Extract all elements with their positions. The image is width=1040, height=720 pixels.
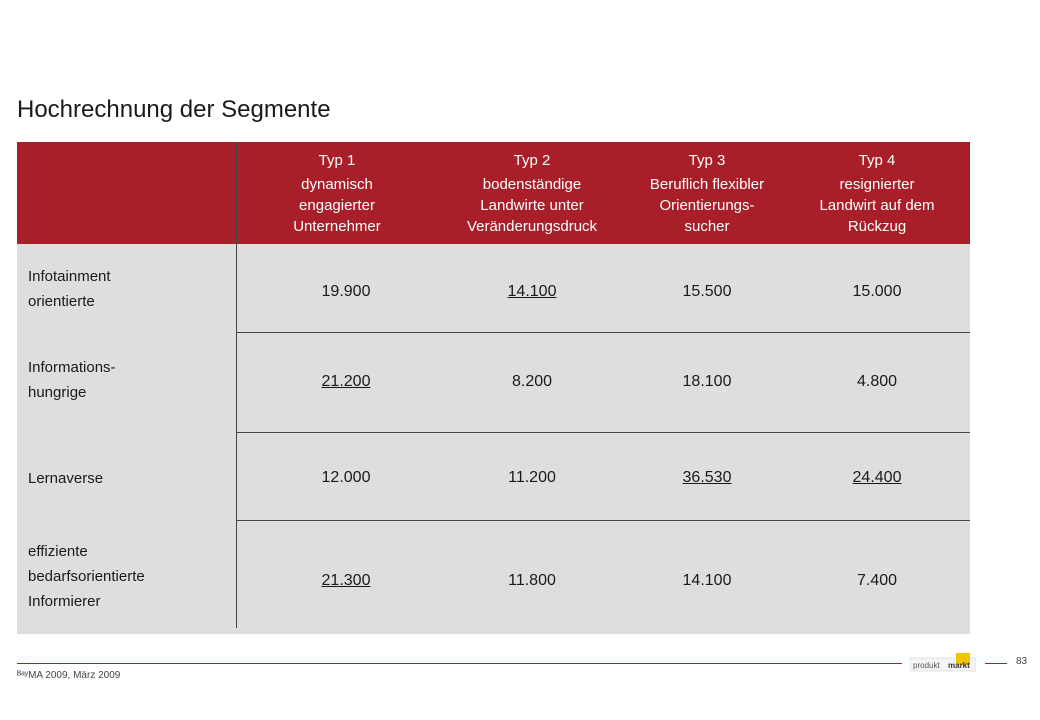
row-label-line: orientierte	[28, 293, 95, 310]
column-typ-label: Typ 3	[688, 151, 726, 169]
footer-divider-right	[985, 663, 1007, 664]
table-cell: 8.200	[511, 373, 553, 390]
row-label-line: bedarfsorientierte	[28, 568, 145, 585]
column-desc-line: Beruflich flexibler	[649, 175, 765, 193]
column-divider	[236, 142, 237, 628]
column-desc-line: dynamisch	[301, 175, 373, 193]
column-desc-line: bodenständige	[482, 175, 582, 193]
column-desc-line: sucher	[684, 217, 730, 235]
table-cell: 12.000	[321, 469, 371, 486]
table-cell: 7.400	[856, 572, 898, 589]
segment-table	[17, 142, 970, 634]
column-typ-label: Typ 4	[858, 151, 896, 169]
column-desc-line: Landwirt auf dem	[819, 196, 935, 214]
column-desc-line: engagierter	[299, 196, 375, 214]
page-number: 83	[1016, 656, 1028, 667]
row-separator	[237, 432, 970, 433]
column-typ-label: Typ 2	[513, 151, 551, 169]
column-header-typ4	[797, 142, 957, 244]
row-label-infotainment	[28, 264, 111, 314]
logo-text-produkt: produkt	[913, 661, 940, 670]
table-cell: 21.200	[321, 373, 371, 390]
row-label-line: hungrige	[28, 384, 87, 401]
table-cell: 11.800	[508, 572, 556, 589]
page-title: Hochrechnung der Segmente	[17, 96, 331, 123]
column-desc-line: Landwirte unter	[480, 196, 584, 214]
column-header-typ3	[627, 142, 787, 244]
column-desc-line: resignierter	[839, 175, 915, 193]
row-label-line: Infotainment	[28, 268, 111, 285]
column-typ-label: Typ 1	[318, 151, 356, 169]
column-header-typ2	[437, 142, 627, 244]
column-header-typ1	[262, 142, 412, 244]
table-cell: 11.200	[508, 469, 556, 486]
table-cell: 18.100	[682, 373, 732, 390]
logo-text-markt: markt	[948, 661, 970, 670]
produktmarkt-logo	[910, 653, 976, 673]
row-label-line: effiziente	[28, 543, 88, 560]
column-desc-line: Unternehmer	[293, 217, 381, 235]
row-label-effiziente	[28, 539, 145, 614]
table-cell: 21.300	[321, 572, 371, 589]
table-cell: 24.400	[852, 469, 902, 486]
row-label-line: Lernaverse	[28, 470, 104, 487]
row-separator	[237, 520, 970, 521]
row-label-lernaverse	[28, 466, 103, 491]
row-label-line: Informierer	[28, 593, 101, 610]
column-desc-line: Veränderungsdruck	[466, 217, 598, 235]
row-separator	[237, 332, 970, 333]
table-cell: 19.900	[321, 283, 371, 300]
table-cell: 14.100	[682, 572, 732, 589]
table-cell: 36.530	[682, 469, 732, 486]
column-desc-line: Orientierungs-	[659, 196, 755, 214]
table-cell: 4.800	[856, 373, 898, 390]
column-desc-line: Rückzug	[847, 217, 907, 235]
source-note: ᴮᵃʸMA 2009, März 2009	[17, 670, 121, 681]
row-label-informations	[28, 355, 116, 405]
table-cell: 14.100	[507, 283, 557, 300]
table-cell: 15.000	[852, 283, 902, 300]
row-label-line: Informations-	[28, 359, 116, 376]
table-cell: 15.500	[682, 283, 732, 300]
footer-divider	[17, 663, 902, 664]
